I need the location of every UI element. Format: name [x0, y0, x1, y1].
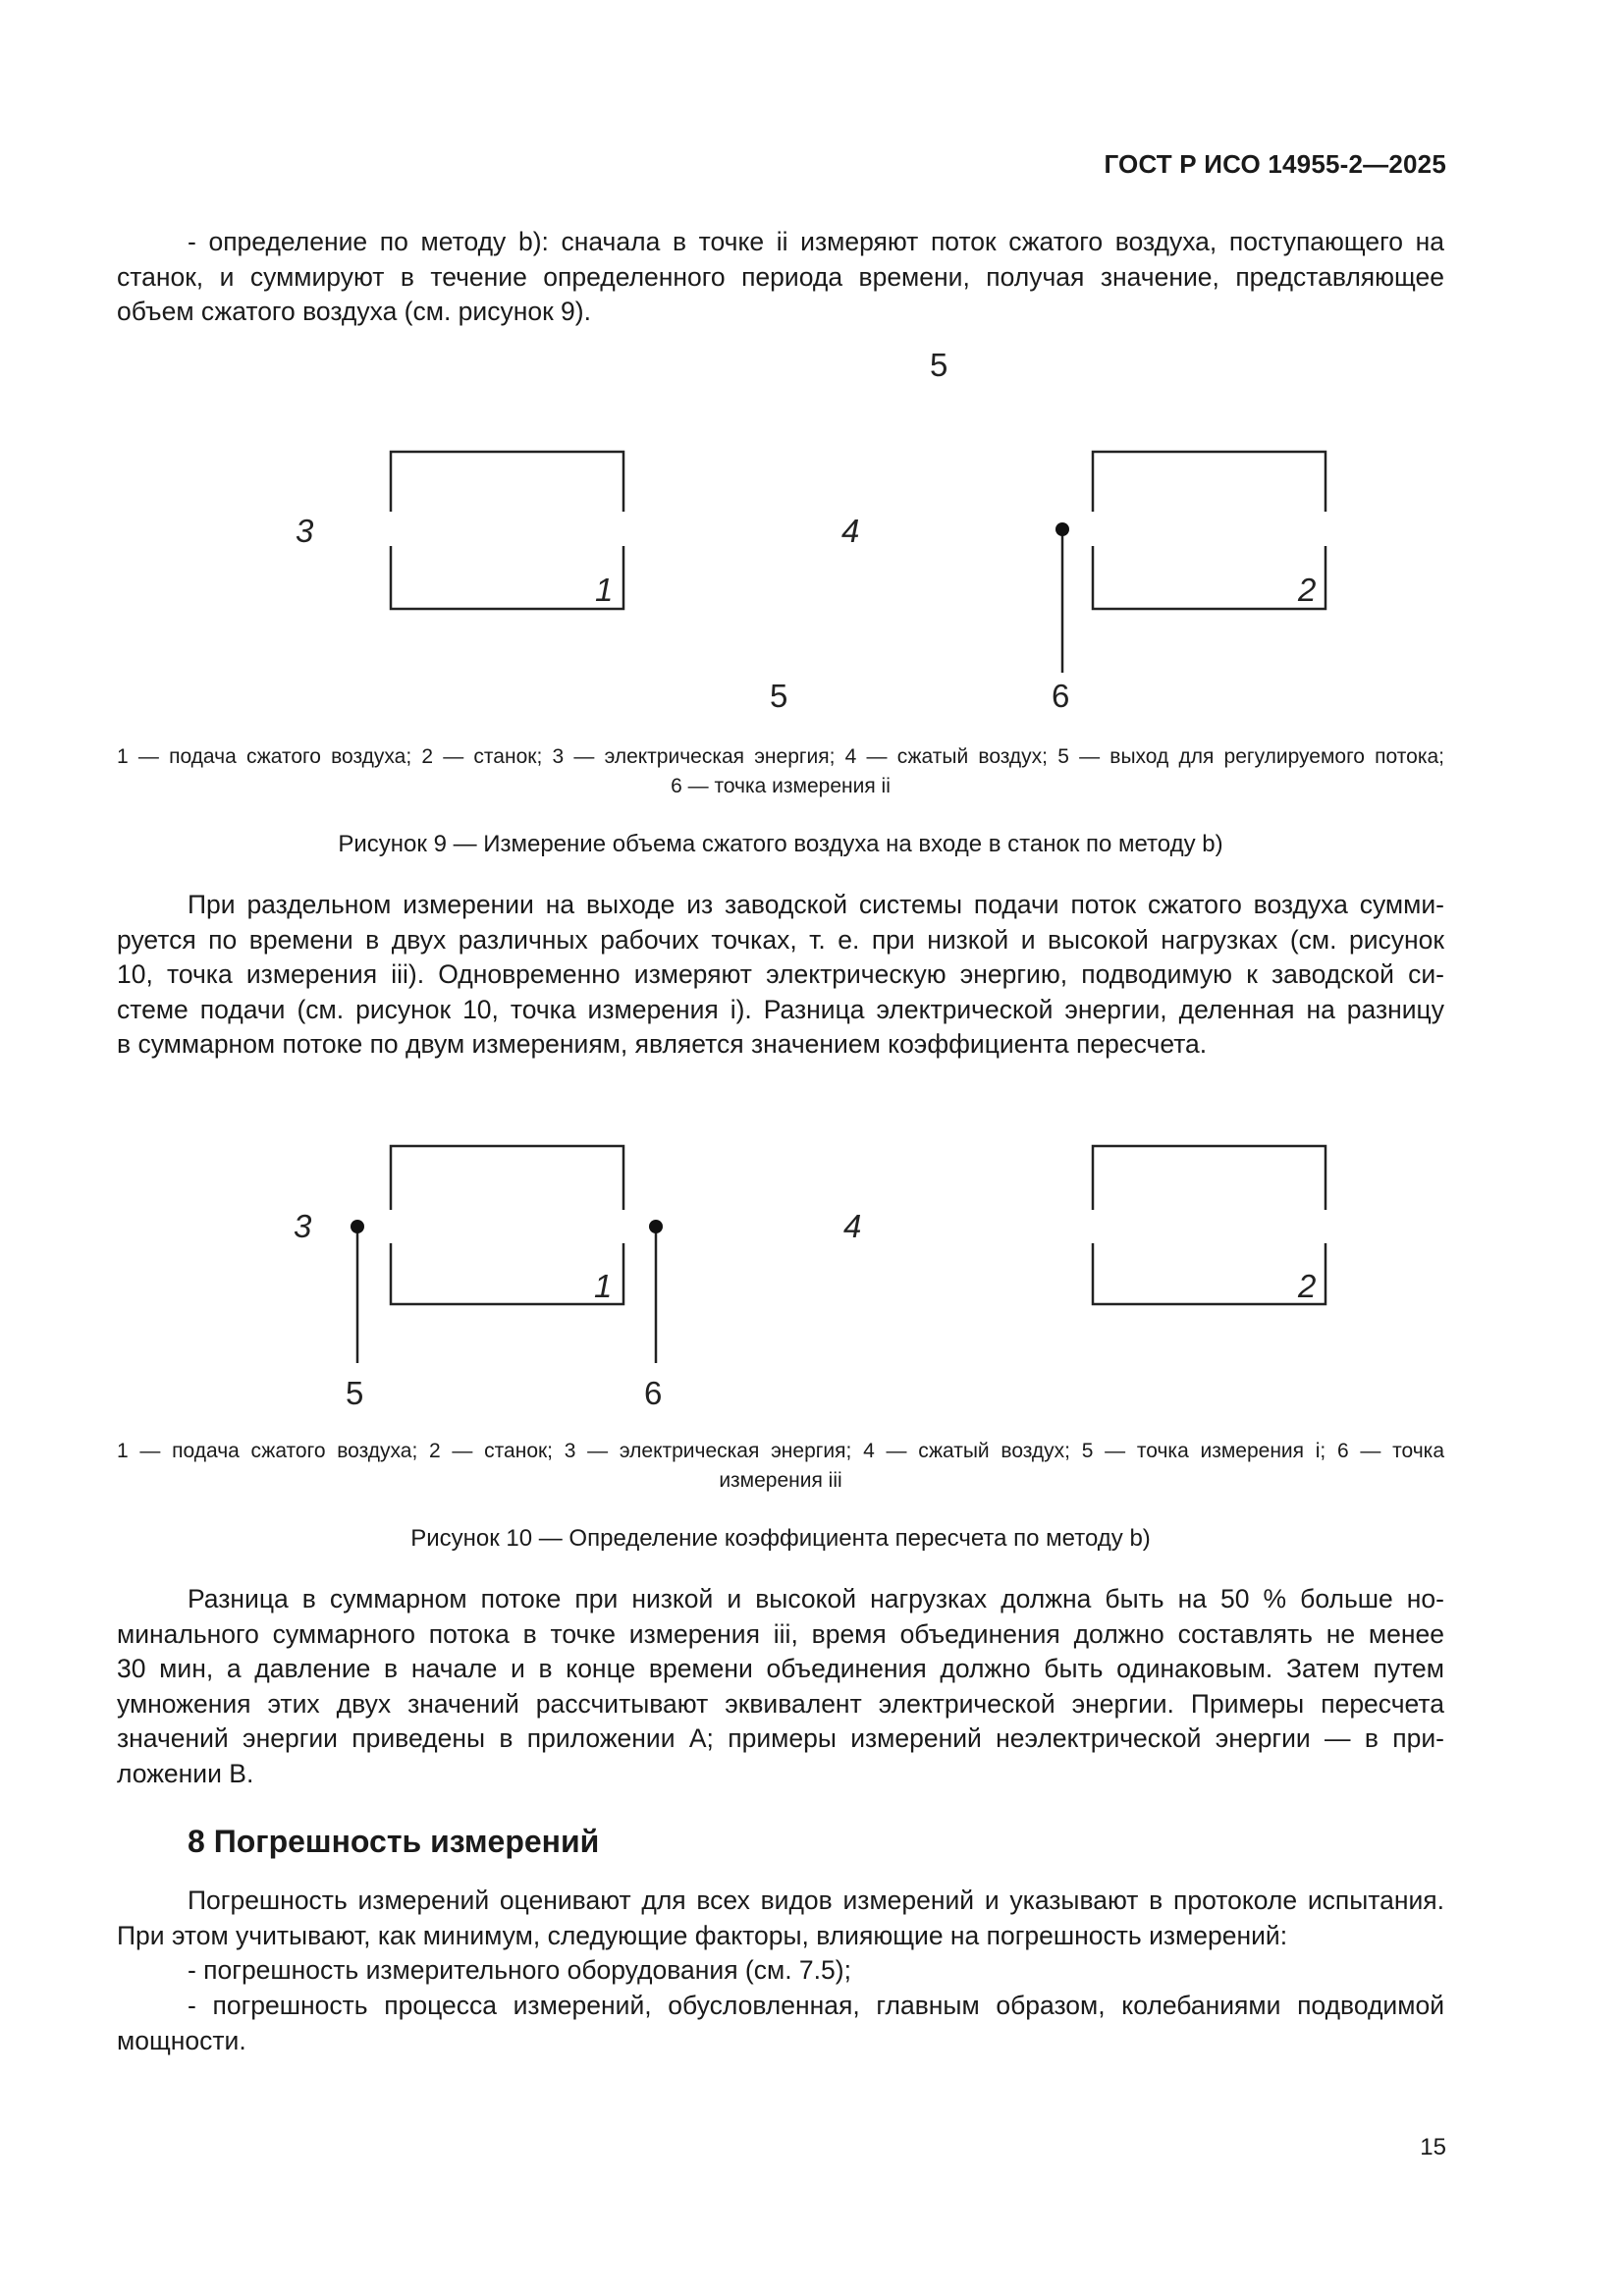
- figure-9-diagram: [0, 344, 1623, 717]
- figure-10-measure-point-i: [351, 1220, 364, 1233]
- legend-line: измерения iii: [719, 1469, 842, 1492]
- document-header-id: ГОСТ Р ИСО 14955-2—2025: [1104, 149, 1446, 179]
- figure-10-label-1: 1: [594, 1268, 613, 1304]
- figure-9-machine-box-bottom: [1093, 546, 1325, 609]
- figure-9-label-3: 3: [296, 513, 314, 549]
- figure-10-supply-box-top: [391, 1146, 623, 1210]
- legend-line: 1 — подача сжатого воздуха; 2 — станок; 3 — электрическая энергия; 4 — сжатый воздух; 5 — выход для регулируемого потока;: [117, 745, 1444, 768]
- list-item-process-uncertainty: [117, 1989, 1444, 2058]
- figure-9-label-1: 1: [595, 572, 614, 608]
- figure-10-label-5: 5: [346, 1375, 364, 1411]
- text-line: Погрешность измерений оценивают для всех видов измерений и указывают в протоколе испытания.: [188, 1886, 1444, 1915]
- figure-10-label-2: 2: [1298, 1268, 1317, 1304]
- figure-9-legend: [117, 742, 1444, 801]
- text-line: в суммарном потоке по двум измерениям, является значением коэффициента пересчета.: [117, 1029, 1208, 1059]
- text-line: умножения этих двух значений рассчитывают эквивалент электрической энергии. Примеры пересчета: [117, 1688, 1444, 1719]
- figure-10-label-4: 4: [843, 1208, 862, 1244]
- section-8-heading: 8 Погрешность измерений: [188, 1824, 600, 1859]
- figure-9-supply-box-bottom: [391, 546, 623, 609]
- figure-10-label-3: 3: [294, 1208, 312, 1244]
- text-line: значений энергии приведены в приложении А; примеры измерений неэлектрической энергии — в при-: [117, 1723, 1444, 1753]
- text-line: 10, точка измерения iii). Одновременно измеряют электрическую энергию, подводимую к заводской си-: [117, 959, 1444, 989]
- text-line: 30 мин, а давление в начале и в конце времени объединения должно быть одинаковым. Затем путем: [117, 1654, 1444, 1683]
- figure-9-label-5-bottom: 5: [770, 678, 788, 714]
- figure-9-supply-box-top: [391, 452, 623, 512]
- legend-line: 6 — точка измерения ii: [671, 775, 891, 797]
- paragraph-method-b-intro: [117, 225, 1444, 330]
- figure-10-measure-point-iii: [649, 1220, 663, 1233]
- figure-10-machine-box-top: [1093, 1146, 1325, 1210]
- text-line: минального суммарного потока в точке измерения iii, время объединения должно составлять не менее: [117, 1618, 1444, 1649]
- figure-9-measure-point: [1055, 522, 1069, 536]
- figure-10-machine-box-bottom: [1093, 1243, 1325, 1304]
- figure-10-diagram: [0, 1129, 1623, 1414]
- figure-10-supply-box-bottom: [391, 1243, 623, 1304]
- text-line: Разница в суммарном потоке при низкой и высокой нагрузках должна быть на 50 % больше но-: [188, 1584, 1444, 1613]
- figure-9-caption: Рисунок 9 — Измерение объема сжатого воздуха на входе в станок по методу b): [338, 831, 1223, 857]
- paragraph-separate-measurement: [117, 888, 1444, 1063]
- text-line: руется по времени в двух различных рабочих точках, т. е. при низкой и высокой нагрузках (см. рисунок: [117, 924, 1444, 955]
- paragraph-uncertainty: [117, 1884, 1444, 1953]
- text-line: объем сжатого воздуха (см. рисунок 9).: [117, 297, 591, 326]
- text-line: - погрешность процесса измерений, обусловленная, главным образом, колебаниями подводимой: [188, 1991, 1444, 2020]
- figure-10-label-6: 6: [644, 1375, 663, 1411]
- text-line: ложении В.: [117, 1758, 254, 1788]
- figure-10-caption: Рисунок 10 — Определение коэффициента пересчета по методу b): [410, 1525, 1151, 1552]
- figure-9-label-5-top: 5: [930, 347, 948, 383]
- text-line: мощности.: [117, 2025, 246, 2055]
- text-line: - определение по методу b): сначала в точке ii измеряют поток сжатого воздуха, поступающего на: [188, 227, 1444, 256]
- legend-line: 1 — подача сжатого воздуха; 2 — станок; 3 — электрическая энергия; 4 — сжатый воздух; 5 — точка измерения i; 6 — точка: [117, 1440, 1444, 1462]
- text-line: При раздельном измерении на выходе из заводской системы подачи поток сжатого воздуха сумми-: [188, 890, 1444, 919]
- text-line: стеме подачи (см. рисунок 10, точка измерения i). Разница электрической энергии, деленная на разницу: [117, 994, 1444, 1024]
- paragraph-flow-difference: [117, 1582, 1444, 1791]
- figure-9-label-6: 6: [1052, 678, 1070, 714]
- figure-9-machine-box-top: [1093, 452, 1325, 512]
- text-line: При этом учитывают, как минимум, следующие факторы, влияющие на погрешность измерений:: [117, 1920, 1288, 1950]
- list-item-equipment-uncertainty: [117, 1953, 1444, 1989]
- figure-10-legend: [117, 1437, 1444, 1496]
- text-line: станок, и суммируют в течение определенного периода времени, получая значение, представляющее: [117, 261, 1444, 292]
- figure-9-label-4: 4: [841, 513, 860, 549]
- figure-9-label-2: 2: [1298, 572, 1317, 608]
- text-line: - погрешность измерительного оборудования (см. 7.5);: [188, 1955, 851, 1985]
- page-number: 15: [1420, 2134, 1446, 2160]
